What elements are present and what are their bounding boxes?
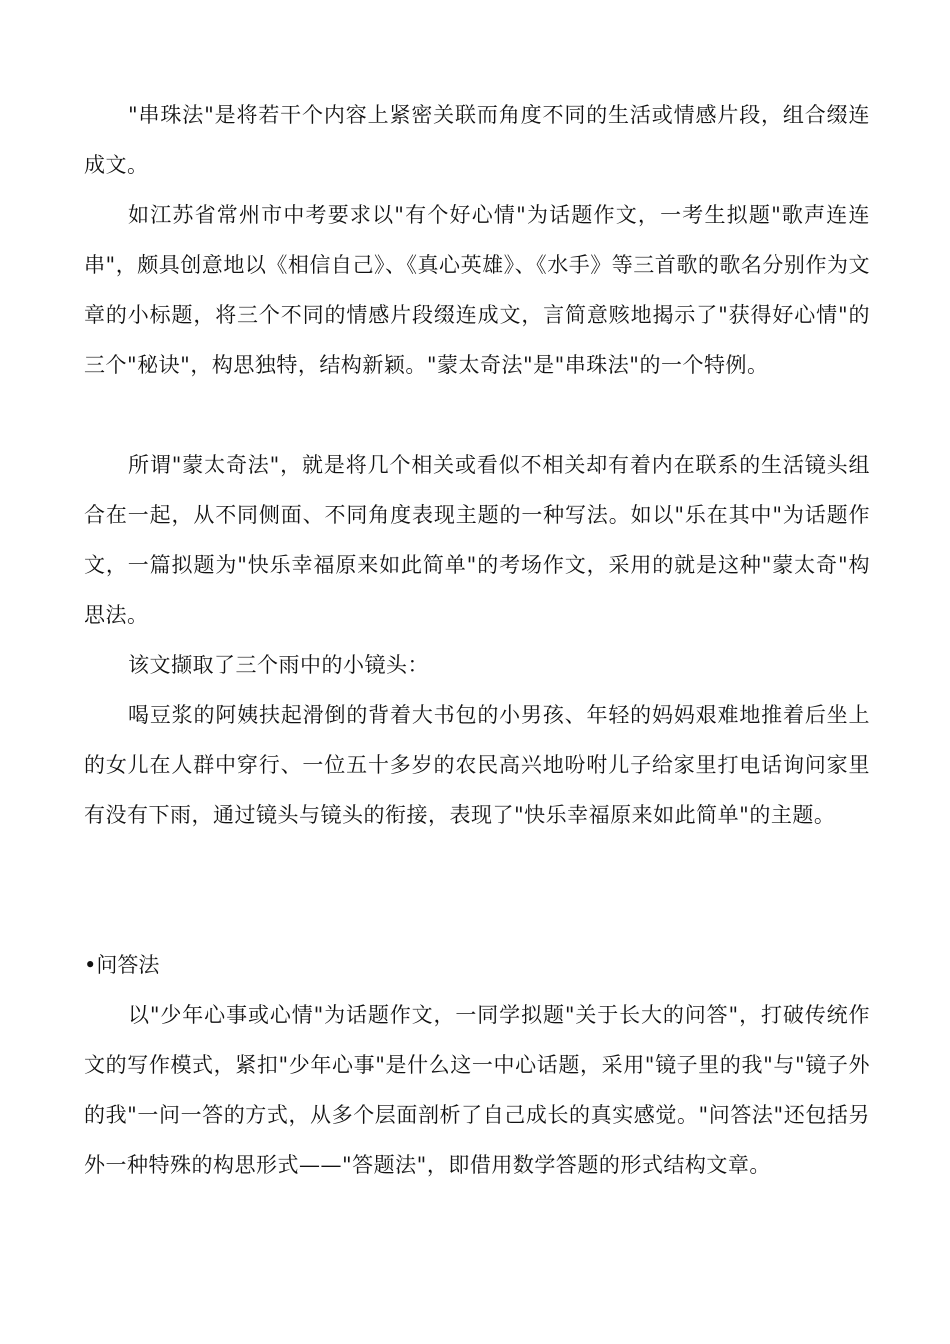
paragraph-changzhou-example: 如江苏省常州市中考要求以"有个好心情"为话题作文，一考生拟题"歌声连连串"，颇具创意地以《相信自己》、《真心英雄》、《水手》等三首歌的歌名分别作为文章的小标题，将三个不同的情感片段缀连成文，言简意赅地揭示了"获得好心情"的三个"秘诀"，构思独特，结构新颖。"蒙太奇法"是"串珠法"的一个特例。 — [84, 203, 870, 377]
paragraph-three-shots: 该文撷取了三个雨中的小镜头： — [128, 653, 429, 677]
paragraph-montage-definition: 所谓"蒙太奇法"，就是将几个相关或看似不相关却有着内在联系的生活镜头组合在一起，从不同侧面、不同角度表现主题的一种写法。如以"乐在其中"为话题作文，一篇拟题为"快乐幸福原来如此简单"的考场作文，采用的就是这种"蒙太奇"构思法。 — [84, 453, 870, 627]
paragraph-chuanzhu-definition: "串珠法"是将若干个内容上紧密关联而角度不同的生活或情感片段，组合缀连成文。 — [84, 103, 870, 177]
paragraph-shots-detail: 喝豆浆的阿姨扶起滑倒的背着大书包的小男孩、年轻的妈妈艰难地推着后坐上的女儿在人群中穿行、一位五十多岁的农民高兴地吩咐儿子给家里打电话询问家里有没有下雨，通过镜头与镜头的衔接，表现了"快乐幸福原来如此简单"的主题。 — [84, 703, 870, 827]
paragraph-qa-method: 以"少年心事或心情"为话题作文，一同学拟题"关于长大的问答"，打破传统作文的写作模式，紧扣"少年心事"是什么这一中心话题，采用"镜子里的我"与"镜子外的我"一问一答的方式，从多个层面剖析了自己成长的真实感觉。"问答法"还包括另外一种特殊的构思形式——"答题法"，即借用数学答题的形式结构文章。 — [84, 1003, 870, 1177]
section-heading-qa: •问答法 — [84, 953, 160, 977]
